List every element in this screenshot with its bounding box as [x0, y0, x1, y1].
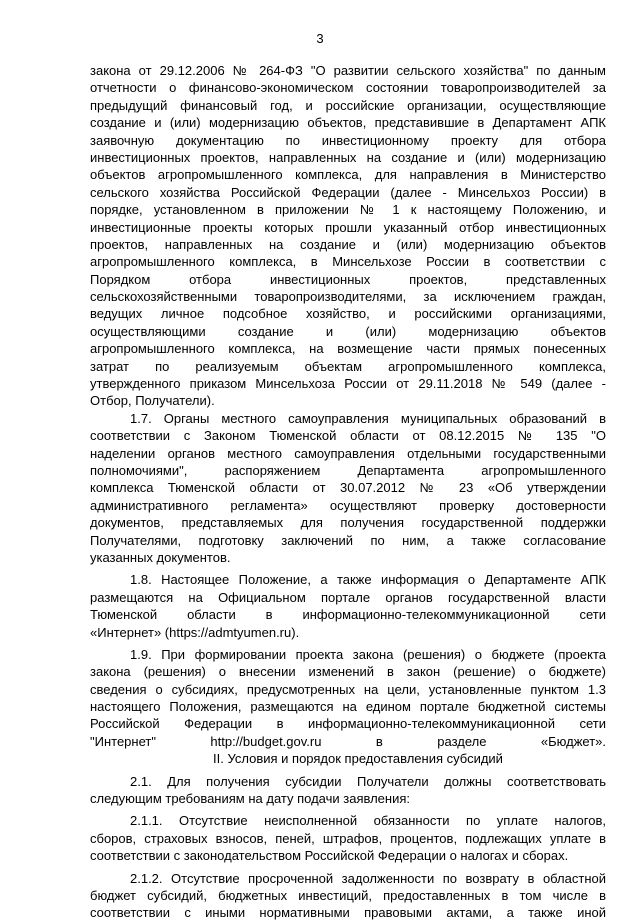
- page-number: 3: [316, 31, 324, 46]
- text-line: указанных документов.: [90, 549, 231, 565]
- text-line: комплекса Тюменской области от 30.07.2012 № 23 «Об утверждении: [90, 480, 606, 496]
- text-line: сельского хозяйства Российской Федерации (далее - Минсельхоз России) в: [90, 184, 606, 200]
- paragraph-1-8: [90, 571, 606, 641]
- text-line: 1.9. При формировании проекта закона (решения) о бюджете (проекта: [130, 646, 606, 662]
- text-line: проектов, направленных на создание и (или) модернизацию объектов: [90, 236, 606, 252]
- text-line: размещаются на Официальном портале органов государственной власти: [90, 589, 606, 605]
- text-line: ведущих личное подсобное хозяйство, и российскими организациями,: [90, 306, 606, 322]
- text-line: 2.1. Для получения субсидии Получатели должны соответствовать: [130, 773, 606, 789]
- paragraph-1-7: [90, 410, 606, 567]
- text-line: создание и (или) модернизацию объектов, представившие в Департамент АПК: [90, 115, 606, 131]
- text-line: закона (решения) о внесении изменений в закон (решение) о бюджете): [90, 664, 606, 680]
- text-line: предыдущий финансовый год, и российские организации, осуществляющие: [90, 97, 606, 113]
- text-line: утвержденного приказом Минсельхоза России от 29.11.2018 № 549 (далее -: [90, 376, 606, 392]
- text-line: бюджет субсидий, бюджетных инвестиций, предоставленных в том числе в: [90, 887, 606, 903]
- text-line: "Интернет" http://budget.gov.ru в разделе «Бюджет».: [90, 733, 606, 749]
- text-line: соответствии с законодательством Российской Федерации о налогах и сборах.: [90, 848, 569, 864]
- text-line: порядке, установленном в приложении № 1 к настоящему Положению, и: [90, 202, 606, 218]
- text-line: соответствии с иными нормативными правовыми актами, а также иной: [90, 905, 606, 921]
- text-line: 2.1.1. Отсутствие неисполненной обязанности по уплате налогов,: [130, 813, 606, 829]
- text-line: 1.7. Органы местного самоуправления муниципальных образований в: [130, 410, 606, 426]
- text-line: закона от 29.12.2006 № 264-ФЗ "О развитии сельского хозяйства" по данным: [90, 63, 606, 78]
- text-line: настоящего Положения, размещаются на едином портале бюджетной системы: [90, 699, 606, 715]
- text-line: Получателями, подготовку заключений по ним, а также согласование: [90, 532, 606, 548]
- text-line: наделении органов местного самоуправления отдельными государственными: [90, 445, 606, 461]
- paragraph-1-9: [90, 646, 606, 750]
- paragraph-2-1-1: [90, 812, 606, 864]
- text-line: агропромышленного комплекса, на возмещение части прямых понесенных: [90, 341, 606, 357]
- text-line: инвестиционные проекты которых прошли указанный отбор инвестиционных: [90, 219, 606, 235]
- text-line: сельскохозяйственными товаропроизводителями, за исключением граждан,: [90, 289, 606, 305]
- paragraph-2-1: [90, 773, 606, 808]
- text-line: «Интернет» (https://admtyumen.ru).: [90, 624, 300, 640]
- paragraph-2-1-2: [90, 870, 606, 922]
- text-line: Порядком отбора инвестиционных проектов, представленных: [90, 271, 606, 287]
- text-line: осуществляющими создание и (или) модернизацию объектов: [90, 323, 606, 339]
- text-line: Тюменской области в информационно-телекоммуникационной сети: [90, 607, 606, 623]
- section-heading: II. Условия и порядок предоставления субсидий: [213, 751, 503, 767]
- document-body: [90, 62, 606, 922]
- text-line: агропромышленного комплекса, в Минсельхозе России в соответствии с: [90, 254, 606, 270]
- text-line: соответствии с Законом Тюменской области от 08.12.2015 № 135 "О: [90, 428, 606, 444]
- text-line: отчетности о финансово-экономическом состоянии товаропроизводителей за: [90, 80, 606, 96]
- text-line: заявочную документацию по инвестиционному проекту для отбора: [90, 132, 606, 148]
- text-line: 2.1.2. Отсутствие просроченной задолженности по возврату в областной: [130, 870, 606, 886]
- text-line: административного регламента» осуществляют проверку достоверности: [90, 497, 606, 513]
- paragraph-continuation: [90, 62, 606, 410]
- text-line: сборов, страховых взносов, пеней, штрафов, процентов, подлежащих уплате в: [90, 830, 606, 846]
- text-line: Отбор, Получатели).: [90, 393, 215, 409]
- text-line: объектов агропромышленного комплекса, для направления в Министерство: [90, 167, 606, 183]
- text-line: полномочиями", распоряжением Департамента агропромышленного: [90, 462, 606, 478]
- text-line: сведения о субсидиях, предусмотренных на цели, установленные пунктом 1.3: [90, 681, 606, 697]
- text-line: инвестиционных проектов, направленных на создание и (или) модернизацию: [90, 149, 606, 165]
- text-line: документов, представляемых для получения государственной поддержки: [90, 515, 606, 531]
- text-line: 1.8. Настоящее Положение, а также информация о Департаменте АПК: [130, 572, 606, 588]
- text-line: Российской Федерации в информационно-телекоммуникационной сети: [90, 716, 606, 732]
- text-line: затрат по реализуемым объектам агропромышленного комплекса,: [90, 358, 606, 374]
- text-line: следующим требованиям на дату подачи заявления:: [90, 791, 411, 807]
